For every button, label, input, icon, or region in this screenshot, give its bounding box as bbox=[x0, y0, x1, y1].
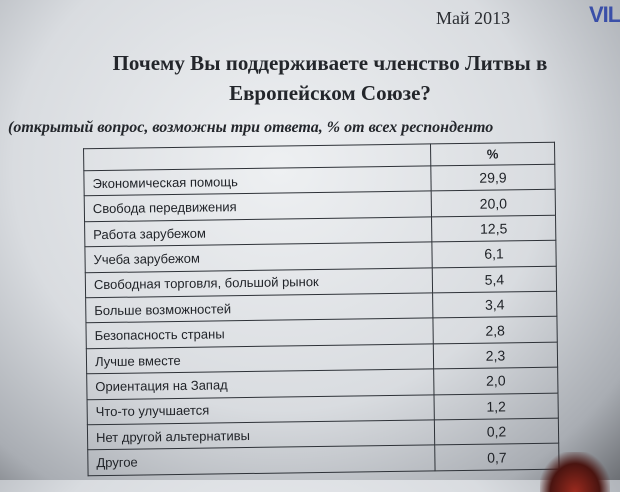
row-value: 2,0 bbox=[434, 367, 558, 394]
row-label: Что-то улучшается bbox=[87, 395, 434, 425]
row-label: Экономическая помощь bbox=[84, 166, 431, 196]
slide-title-line-1: Почему Вы поддерживаете членство Литвы в bbox=[112, 51, 548, 75]
slide-title-line-2: Европейском Союзе? bbox=[229, 81, 431, 105]
row-label: Безопасность страны bbox=[86, 318, 433, 348]
row-value: 5,4 bbox=[432, 266, 556, 293]
row-label: Свободная торговля, большой рынок bbox=[85, 268, 432, 298]
row-value: 3,4 bbox=[433, 291, 557, 318]
row-value: 1,2 bbox=[434, 393, 558, 420]
row-label: Учеба зарубежом bbox=[85, 242, 432, 272]
table-row bbox=[88, 444, 559, 476]
row-label: Ориентация на Запад bbox=[87, 369, 434, 399]
row-label: Свобода передвижения bbox=[84, 191, 431, 221]
row-label: Работа зарубежом bbox=[85, 217, 432, 247]
row-value: 2,8 bbox=[433, 317, 557, 344]
survey-results-table bbox=[83, 142, 560, 477]
slide-title bbox=[40, 48, 620, 108]
row-value: 12,5 bbox=[432, 215, 556, 242]
row-value: 29,9 bbox=[431, 164, 555, 191]
corner-glow-decoration bbox=[540, 452, 610, 492]
row-label: Лучше вместе bbox=[86, 344, 433, 374]
slide-subtitle: (открытый вопрос, возможны три ответа, % от всех респонденто bbox=[8, 119, 494, 136]
row-value: 20,0 bbox=[431, 190, 555, 217]
row-label: Нет другой альтернативы bbox=[87, 420, 434, 450]
row-label: Другое bbox=[88, 445, 435, 475]
row-value: 6,1 bbox=[432, 240, 556, 267]
row-value: 2,3 bbox=[433, 342, 557, 369]
row-value: 0,7 bbox=[435, 444, 559, 471]
header-percent-cell: % bbox=[430, 142, 554, 166]
row-label: Больше возможностей bbox=[86, 293, 433, 323]
row-value: 0,2 bbox=[434, 418, 558, 445]
company-logo: VIL bbox=[589, 2, 620, 27]
slide-date: Май 2013 bbox=[436, 8, 511, 28]
